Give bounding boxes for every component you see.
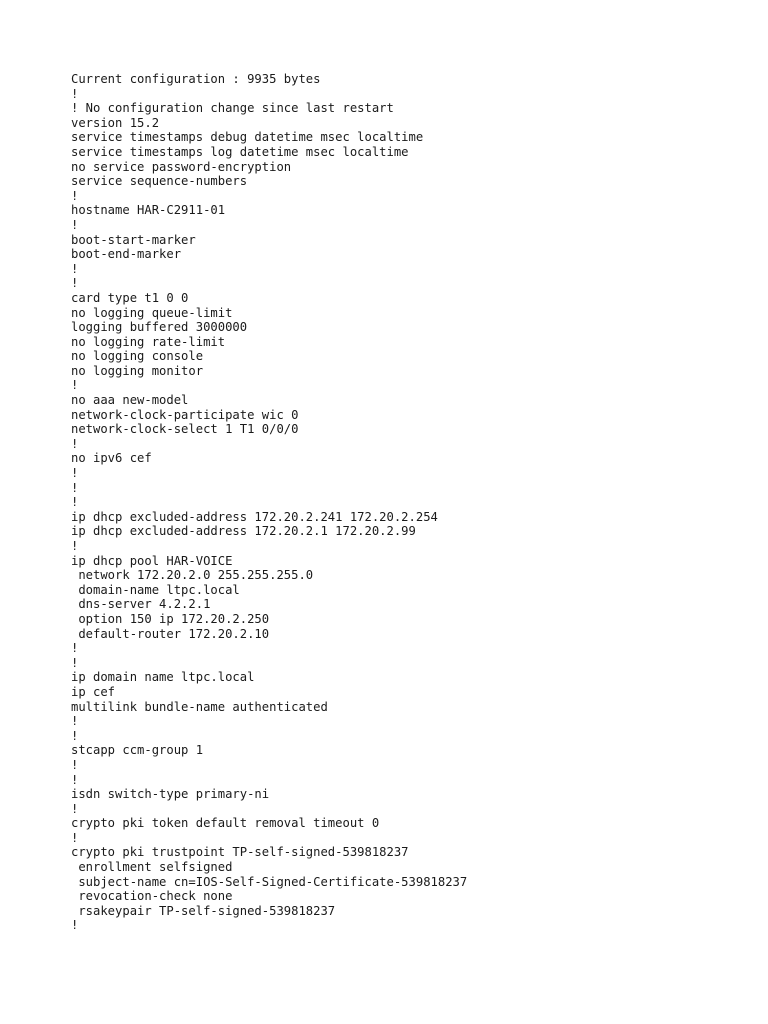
config-line: hostname HAR-C2911-01 [71, 203, 226, 218]
config-line: Current configuration : 9935 bytes [71, 72, 321, 86]
config-line: no aaa new-model [71, 393, 189, 408]
config-line: ! [71, 728, 79, 743]
config-line: ! [71, 757, 79, 772]
config-line: no logging monitor [71, 363, 204, 378]
config-line: no service password-encryption [71, 159, 292, 174]
config-line: ! [71, 378, 79, 393]
config-line: ip cef [71, 684, 116, 699]
config-line: ! [71, 436, 79, 451]
config-line: network-clock-select 1 T1 0/0/0 [71, 422, 299, 437]
config-line: network-clock-participate wic 0 [71, 407, 299, 422]
config-line: dns-server 4.2.2.1 [71, 597, 211, 612]
config-line: no ipv6 cef [71, 451, 152, 466]
config-line: ! [71, 86, 79, 101]
config-line: domain-name ltpc.local [71, 582, 240, 597]
config-line: ! No configuration change since last restart [71, 101, 394, 116]
config-line: ! [71, 655, 79, 670]
config-line: ! [71, 714, 79, 729]
config-line: ip domain name ltpc.local [71, 670, 255, 685]
config-line: rsakeypair TP-self-signed-539818237 [71, 903, 336, 918]
config-line: revocation-check none [71, 889, 233, 904]
config-line: service sequence-numbers [71, 174, 248, 189]
config-line: crypto pki token default removal timeout 0 [71, 816, 380, 831]
config-line: no logging rate-limit [71, 334, 226, 349]
config-line: stcapp ccm-group 1 [71, 743, 204, 758]
config-line: card type t1 0 0 [71, 290, 189, 305]
config-line: boot-end-marker [71, 247, 182, 262]
config-line: version 15.2 [71, 115, 160, 130]
config-line: ip dhcp excluded-address 172.20.2.241 172.20.2.254 [71, 509, 438, 524]
config-line: no logging console [71, 349, 204, 364]
config-line: ! [71, 466, 79, 481]
router-configuration-text [71, 72, 467, 933]
config-line: ip dhcp pool HAR-VOICE [71, 553, 233, 568]
config-line: ! [71, 495, 79, 510]
config-line: service timestamps log datetime msec localtime [71, 144, 409, 159]
config-line: ! [71, 772, 79, 787]
config-line: option 150 ip 172.20.2.250 [71, 611, 270, 626]
config-line: ! [71, 261, 79, 276]
config-line: subject-name cn=IOS-Self-Signed-Certificate-539818237 [71, 874, 468, 889]
config-line: crypto pki trustpoint TP-self-signed-539818237 [71, 845, 409, 860]
config-line: default-router 172.20.2.10 [71, 626, 270, 641]
config-line: service timestamps debug datetime msec localtime [71, 130, 424, 145]
config-line: ! [71, 276, 79, 291]
config-line: ! [71, 918, 79, 933]
config-line: ip dhcp excluded-address 172.20.2.1 172.20.2.99 [71, 524, 416, 539]
config-line: ! [71, 801, 79, 816]
config-line: ! [71, 641, 79, 656]
config-line: boot-start-marker [71, 232, 196, 247]
config-line: network 172.20.2.0 255.255.255.0 [71, 568, 314, 583]
config-line: ! [71, 217, 79, 232]
config-line: multilink bundle-name authenticated [71, 699, 328, 714]
config-line: isdn switch-type primary-ni [71, 787, 270, 802]
config-line: ! [71, 539, 79, 553]
config-line: enrollment selfsigned [71, 860, 233, 875]
config-line: logging buffered 3000000 [71, 320, 248, 335]
config-line: no logging queue-limit [71, 305, 233, 320]
config-line: ! [71, 188, 79, 203]
config-line: ! [71, 480, 79, 495]
config-line: ! [71, 830, 79, 845]
